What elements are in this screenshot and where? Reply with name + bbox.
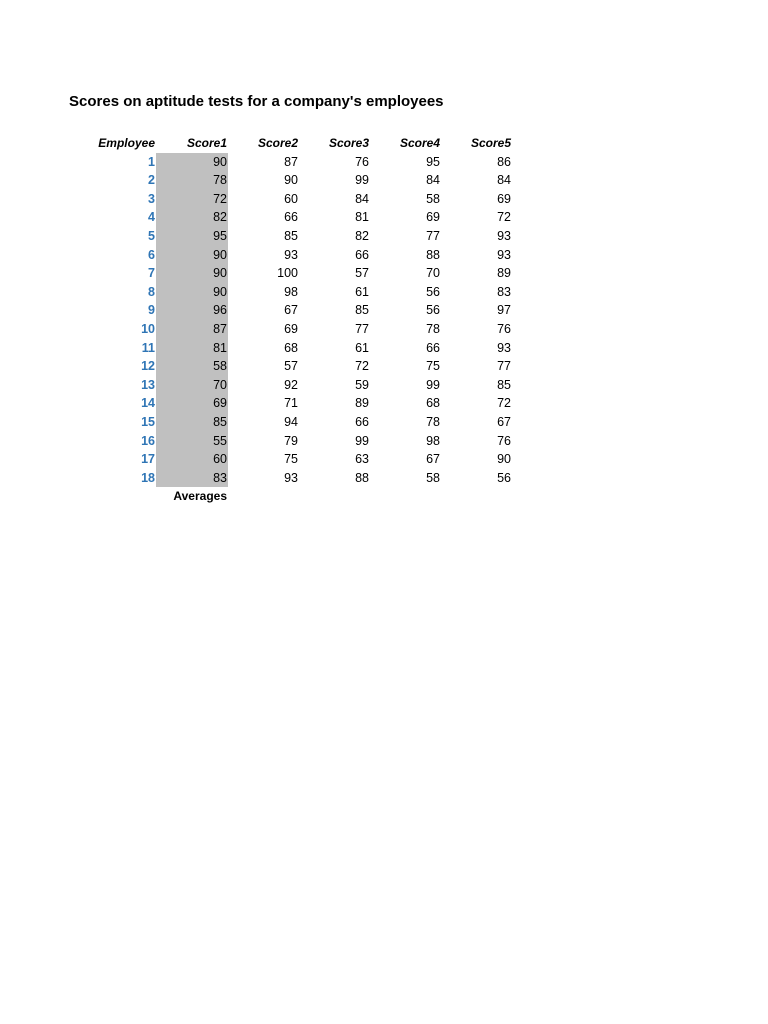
score1-cell[interactable]: 69 — [156, 394, 228, 413]
table-row — [69, 190, 512, 209]
score2-cell[interactable]: 67 — [284, 303, 298, 318]
table-row — [69, 171, 512, 190]
employee-cell[interactable]: 13 — [141, 377, 155, 392]
score3-cell[interactable]: 88 — [355, 470, 369, 485]
table-row — [69, 320, 512, 339]
score3-cell[interactable]: 61 — [355, 340, 369, 355]
score5-cell[interactable]: 72 — [497, 210, 511, 225]
employee-cell[interactable]: 6 — [148, 247, 155, 262]
score3-cell[interactable]: 89 — [355, 396, 369, 411]
score1-cell[interactable]: 70 — [156, 376, 228, 395]
header-score5[interactable]: Score5 — [470, 136, 511, 150]
score4-cell[interactable]: 56 — [426, 303, 440, 318]
table-row — [69, 469, 512, 488]
score3-cell[interactable]: 81 — [355, 210, 369, 225]
score3-cell[interactable]: 61 — [355, 284, 369, 299]
score2-cell[interactable]: 68 — [284, 340, 298, 355]
score1-cell[interactable]: 96 — [156, 301, 228, 320]
score3-cell[interactable]: 76 — [355, 154, 369, 169]
score2-cell[interactable]: 69 — [284, 321, 298, 336]
score4-cell[interactable]: 68 — [426, 396, 440, 411]
score4-cell[interactable]: 56 — [426, 284, 440, 299]
score2-cell[interactable]: 100 — [277, 266, 298, 281]
score2-cell[interactable]: 71 — [284, 396, 298, 411]
header-score2[interactable]: Score2 — [257, 136, 298, 150]
score4-cell[interactable]: 69 — [426, 210, 440, 225]
score5-cell[interactable]: 97 — [497, 303, 511, 318]
employee-cell[interactable]: 3 — [148, 191, 155, 206]
average-cell[interactable] — [370, 487, 441, 506]
employee-cell[interactable]: 2 — [148, 173, 155, 188]
score1-cell[interactable]: 82 — [156, 208, 228, 227]
score2-cell[interactable]: 93 — [284, 247, 298, 262]
scores-body — [69, 153, 512, 488]
employee-cell[interactable]: 1 — [148, 154, 155, 169]
score4-cell[interactable]: 78 — [426, 414, 440, 429]
table-row — [69, 432, 512, 451]
employee-cell[interactable]: 8 — [148, 284, 155, 299]
score4-cell[interactable]: 98 — [426, 433, 440, 448]
score5-cell[interactable]: 90 — [497, 452, 511, 467]
score2-cell[interactable]: 85 — [284, 228, 298, 243]
employee-cell[interactable]: 10 — [141, 321, 155, 336]
table-row — [69, 301, 512, 320]
score5-cell[interactable]: 76 — [497, 433, 511, 448]
averages-row — [69, 487, 512, 506]
sheet-title: Scores on aptitude tests for a company's employees — [69, 93, 444, 110]
score5-cell[interactable]: 93 — [497, 340, 511, 355]
header-score1[interactable]: Score1 — [186, 136, 227, 150]
score4-cell[interactable]: 95 — [426, 154, 440, 169]
score5-cell[interactable]: 93 — [497, 247, 511, 262]
averages-label[interactable]: Averages — [173, 489, 227, 504]
score1-cell[interactable]: 90 — [156, 264, 228, 283]
score4-cell[interactable]: 75 — [426, 359, 440, 374]
average-cell[interactable] — [299, 487, 370, 506]
score5-cell[interactable]: 83 — [497, 284, 511, 299]
score4-cell[interactable]: 84 — [426, 173, 440, 188]
score3-cell[interactable]: 82 — [355, 228, 369, 243]
average-cell[interactable] — [228, 487, 299, 506]
score5-cell[interactable]: 72 — [497, 396, 511, 411]
employee-cell[interactable]: 12 — [141, 359, 155, 374]
score2-cell[interactable]: 98 — [284, 284, 298, 299]
score4-cell[interactable]: 58 — [426, 470, 440, 485]
employee-cell[interactable]: 15 — [141, 414, 155, 429]
employee-cell[interactable]: 5 — [148, 228, 155, 243]
table-row — [69, 264, 512, 283]
table-row — [69, 246, 512, 265]
employee-cell[interactable]: 16 — [141, 433, 155, 448]
score3-cell[interactable]: 63 — [355, 452, 369, 467]
header-employee[interactable]: Employee — [98, 136, 155, 150]
header-row — [69, 134, 512, 153]
score4-cell[interactable]: 70 — [426, 266, 440, 281]
employee-cell[interactable]: 4 — [148, 210, 155, 225]
score5-cell[interactable]: 85 — [497, 377, 511, 392]
score1-cell[interactable]: 90 — [156, 283, 228, 302]
score5-cell[interactable]: 77 — [497, 359, 511, 374]
average-cell[interactable] — [441, 487, 512, 506]
table-row — [69, 153, 512, 172]
score2-cell[interactable]: 79 — [284, 433, 298, 448]
score5-cell[interactable]: 69 — [497, 191, 511, 206]
score3-cell[interactable]: 99 — [355, 173, 369, 188]
score4-cell[interactable]: 78 — [426, 321, 440, 336]
employee-cell[interactable]: 17 — [141, 452, 155, 467]
table-row — [69, 227, 512, 246]
table-row — [69, 283, 512, 302]
score2-cell[interactable]: 90 — [284, 173, 298, 188]
score1-cell[interactable]: 95 — [156, 227, 228, 246]
employee-cell[interactable]: 7 — [148, 266, 155, 281]
employee-cell[interactable]: 9 — [148, 303, 155, 318]
score3-cell[interactable]: 66 — [355, 247, 369, 262]
score2-cell[interactable]: 66 — [284, 210, 298, 225]
score4-cell[interactable]: 88 — [426, 247, 440, 262]
score4-cell[interactable]: 77 — [426, 228, 440, 243]
table-row — [69, 413, 512, 432]
score5-cell[interactable]: 89 — [497, 266, 511, 281]
table-row — [69, 339, 512, 358]
score3-cell[interactable]: 72 — [355, 359, 369, 374]
score4-cell[interactable]: 58 — [426, 191, 440, 206]
score5-cell[interactable]: 56 — [497, 470, 511, 485]
score1-cell[interactable]: 90 — [156, 246, 228, 265]
score5-cell[interactable]: 67 — [497, 414, 511, 429]
score1-cell[interactable]: 81 — [156, 339, 228, 358]
header-score4[interactable]: Score4 — [399, 136, 440, 150]
score5-cell[interactable]: 76 — [497, 321, 511, 336]
score1-cell[interactable]: 60 — [156, 450, 228, 469]
score3-cell[interactable]: 66 — [355, 414, 369, 429]
score5-cell[interactable]: 86 — [497, 154, 511, 169]
score4-cell[interactable]: 99 — [426, 377, 440, 392]
score5-cell[interactable]: 93 — [497, 228, 511, 243]
score3-cell[interactable]: 84 — [355, 191, 369, 206]
table-row — [69, 394, 512, 413]
score4-cell[interactable]: 66 — [426, 340, 440, 355]
table-row — [69, 208, 512, 227]
score1-cell[interactable]: 58 — [156, 357, 228, 376]
score4-cell[interactable]: 67 — [426, 452, 440, 467]
table-row — [69, 357, 512, 376]
score2-cell[interactable]: 57 — [284, 359, 298, 374]
score2-cell[interactable]: 60 — [284, 191, 298, 206]
score3-cell[interactable]: 85 — [355, 303, 369, 318]
score2-cell[interactable]: 93 — [284, 470, 298, 485]
score5-cell[interactable]: 84 — [497, 173, 511, 188]
employee-cell[interactable]: 11 — [141, 340, 155, 355]
header-score3[interactable]: Score3 — [328, 136, 369, 150]
score1-cell[interactable]: 72 — [156, 190, 228, 209]
score2-cell[interactable]: 92 — [284, 377, 298, 392]
score3-cell[interactable]: 57 — [355, 266, 369, 281]
score2-cell[interactable]: 75 — [284, 452, 298, 467]
scores-table-container — [69, 134, 512, 506]
score1-cell[interactable]: 87 — [156, 320, 228, 339]
score1-cell[interactable]: 85 — [156, 413, 228, 432]
table-row — [69, 376, 512, 395]
score2-cell[interactable]: 94 — [284, 414, 298, 429]
score2-cell[interactable]: 87 — [284, 154, 298, 169]
scores-table — [69, 134, 512, 506]
table-row — [69, 450, 512, 469]
employee-cell[interactable]: 14 — [141, 396, 155, 411]
score1-cell[interactable]: 78 — [156, 171, 228, 190]
score1-cell[interactable]: 83 — [156, 469, 228, 488]
score1-cell[interactable]: 55 — [156, 432, 228, 451]
score3-cell[interactable]: 77 — [355, 321, 369, 336]
employee-cell[interactable]: 18 — [141, 470, 155, 485]
score1-cell[interactable]: 90 — [156, 153, 228, 172]
score3-cell[interactable]: 99 — [355, 433, 369, 448]
score3-cell[interactable]: 59 — [355, 377, 369, 392]
